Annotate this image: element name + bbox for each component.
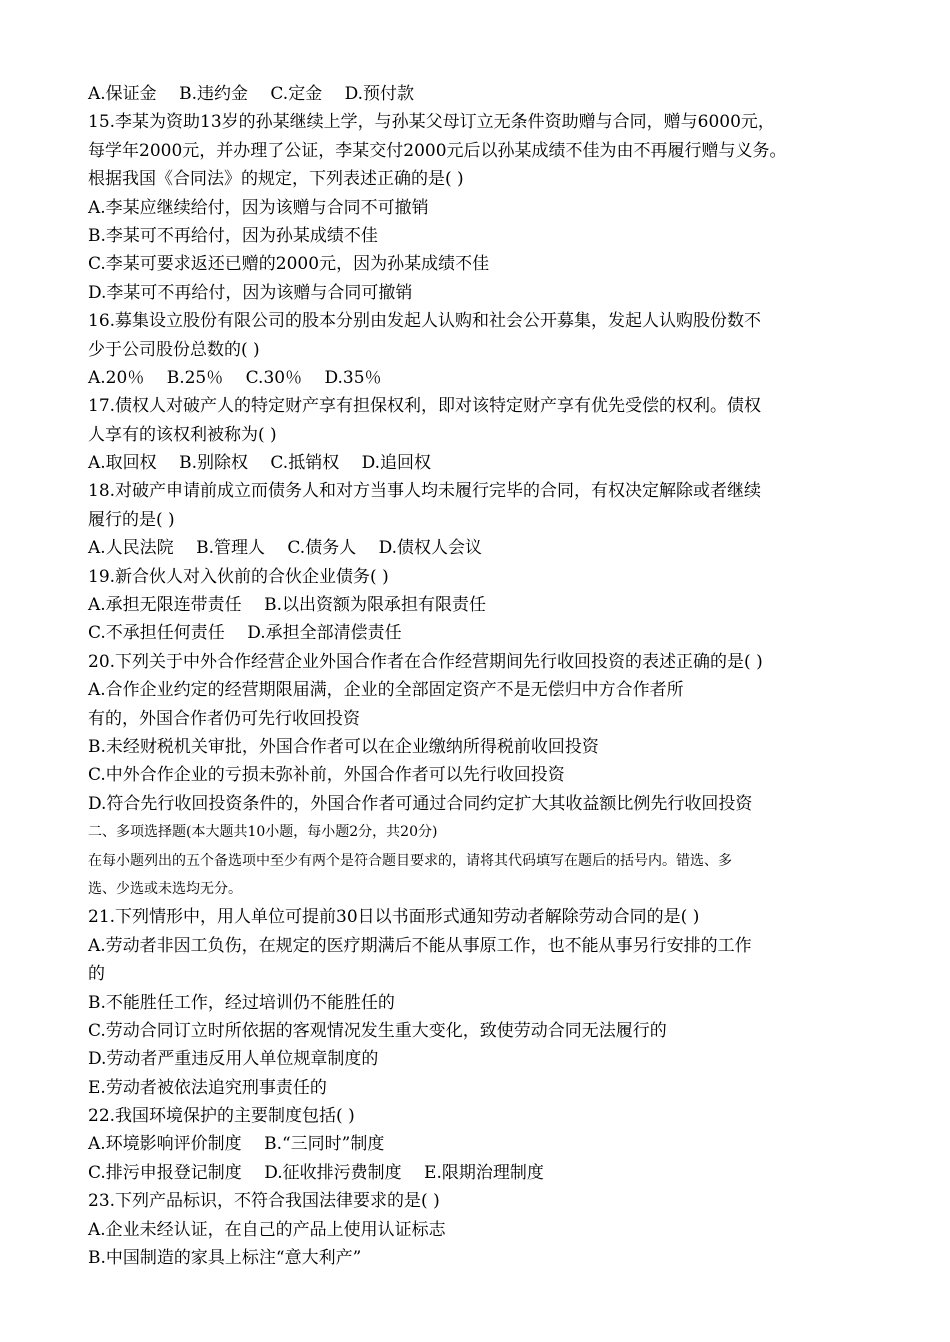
text-line: A.环境影响评价制度 B.“三同时”制度 — [88, 1134, 385, 1155]
text-line: 22.我国环境保护的主要制度包括( ) — [88, 1106, 355, 1127]
text-line: C.排污申报登记制度 D.征收排污费制度 E.限期治理制度 — [88, 1162, 544, 1183]
text-line: A.20％ B.25％ C.30％ D.35％ — [88, 367, 382, 388]
text-line: 有的，外国合作者仍可先行收回投资 — [88, 708, 360, 729]
text-line: C.中外合作企业的亏损未弥补前，外国合作者可以先行收回投资 — [88, 765, 565, 786]
text-line: A.企业未经认证，在自己的产品上使用认证标志 — [88, 1219, 446, 1240]
text-line: 履行的是( ) — [88, 509, 175, 530]
text-line: 在每小题列出的五个备选项中至少有两个是符合题目要求的，请将其代码填写在题后的括号内。错选、多 — [88, 852, 732, 869]
text-line: 23.下列产品标识，不符合我国法律要求的是( ) — [88, 1191, 440, 1212]
text-line: C.不承担任何责任 D.承担全部清偿责任 — [88, 623, 402, 644]
text-line: D.符合先行收回投资条件的，外国合作者可通过合同约定扩大其收益额比例先行收回投资 — [88, 793, 753, 814]
text-line: B.未经财税机关审批，外国合作者可以在企业缴纳所得税前收回投资 — [88, 736, 599, 757]
text-line: 18.对破产申请前成立而债务人和对方当事人均未履行完毕的合同，有权决定解除或者继续 — [88, 481, 762, 502]
text-line: A.合作企业约定的经营期限届满，企业的全部固定资产不是无偿归中方合作者所 — [88, 680, 684, 701]
text-line: C.劳动合同订立时所依据的客观情况发生重大变化，致使劳动合同无法履行的 — [88, 1020, 667, 1041]
text-line: A.李某应继续给付，因为该赠与合同不可撤销 — [88, 197, 429, 218]
text-line: 少于公司股份总数的( ) — [88, 339, 260, 360]
text-line: 20.下列关于中外合作经营企业外国合作者在合作经营期间先行收回投资的表述正确的是( ) — [88, 651, 763, 672]
text-line: 16.募集设立股份有限公司的股本分别由发起人认购和社会公开募集，发起人认购股份数不 — [88, 311, 762, 332]
text-line: 19.新合伙人对入伙前的合伙企业债务( ) — [88, 566, 389, 587]
text-line: 15.李某为资助13岁的孙某继续上学，与孙某父母订立无条件资助赠与合同，赠与6000元， — [88, 112, 775, 133]
text-line: A.承担无限连带责任 B.以出资额为限承担有限责任 — [88, 595, 486, 616]
text-line: A.保证金 B.违约金 C.定金 D.预付款 — [88, 84, 415, 104]
text-line: A.取回权 B.别除权 C.抵销权 D.追回权 — [88, 453, 432, 474]
text-line: 的 — [88, 964, 105, 985]
text-line: B.中国制造的家具上标注“意大利产” — [88, 1248, 362, 1269]
text-line: 每学年2000元，并办理了公证，李某交付2000元后以孙某成绩不佳为由不再履行赠与义务。 — [88, 140, 787, 161]
text-line: 17.债权人对破产人的特定财产享有担保权利，即对该特定财产享有优先受偿的权利。债权 — [88, 396, 762, 417]
text-line: 选、少选或未选均无分。 — [88, 880, 242, 897]
document-page — [88, 80, 878, 1272]
text-line: B.李某可不再给付，因为孙某成绩不佳 — [88, 225, 378, 246]
text-line: A.劳动者非因工负伤，在规定的医疗期满后不能从事原工作，也不能从事另行安排的工作 — [88, 935, 752, 956]
text-line: 二、多项选择题(本大题共10小题，每小题2分，共20分) — [88, 824, 438, 841]
text-line: 根据我国《合同法》的规定，下列表述正确的是( ) — [88, 169, 464, 190]
text-line: 人享有的该权利被称为( ) — [88, 424, 277, 445]
text-line: 21.下列情形中，用人单位可提前30日以书面形式通知劳动者解除劳动合同的是( ) — [88, 907, 700, 928]
text-line: D.劳动者严重违反用人单位规章制度的 — [88, 1049, 379, 1070]
text-line: B.不能胜任工作，经过培训仍不能胜任的 — [88, 992, 395, 1013]
text-line: A.人民法院 B.管理人 C.债务人 D.债权人会议 — [88, 538, 483, 559]
text-line: C.李某可要求返还已赠的2000元，因为孙某成绩不佳 — [88, 254, 490, 275]
text-line: D.李某可不再给付，因为该赠与合同可撤销 — [88, 282, 413, 303]
text-line: E.劳动者被依法追究刑事责任的 — [88, 1077, 327, 1098]
